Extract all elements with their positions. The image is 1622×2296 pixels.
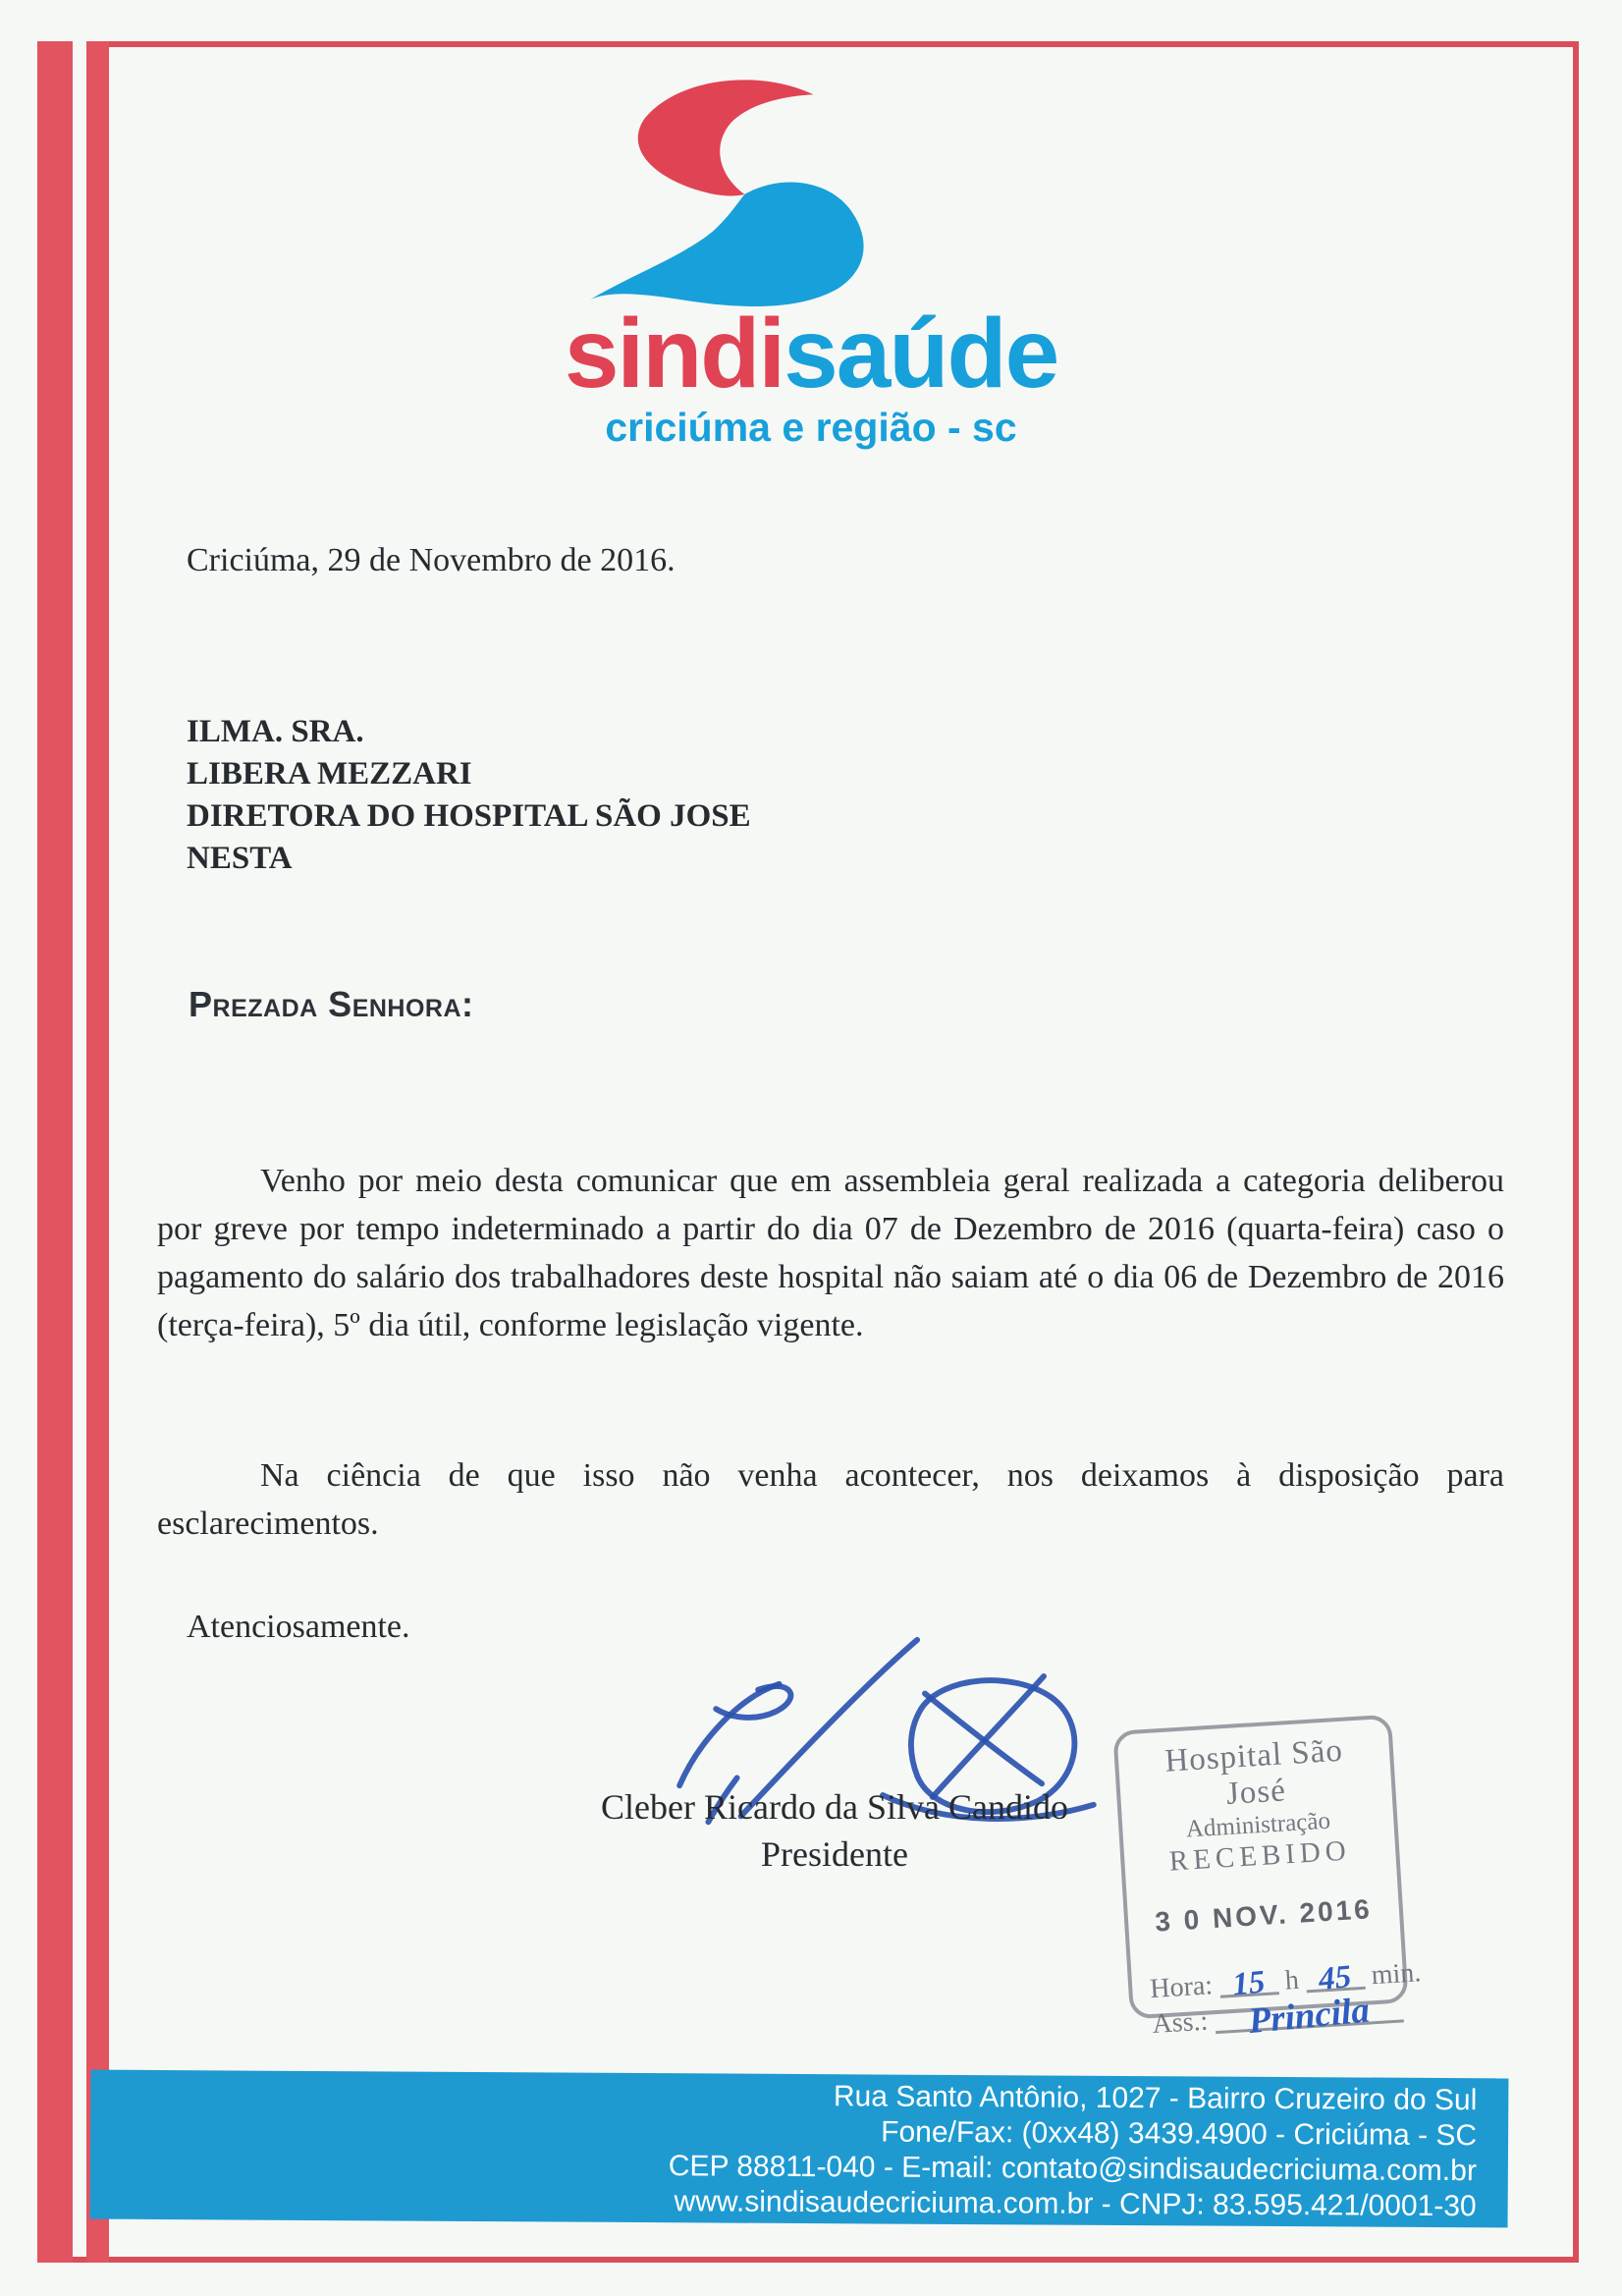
signer-block [461, 1783, 1208, 1878]
sindisaude-logo [0, 75, 1622, 450]
recipient-line-role: DIRETORA DO HOSPITAL SÃO JOSE [187, 798, 751, 834]
footer-line-phone: Fone/Fax: (0xx48) 3439.4900 - Criciúma - SC [881, 2115, 1478, 2153]
stamp-h-label: h [1283, 1964, 1300, 1996]
stamp-hour-handwritten: 15 [1230, 1964, 1268, 2003]
stamp-date: 3 0 NOV. 2016 [1154, 1893, 1374, 1938]
sindisaude-swoosh-icon [573, 75, 912, 310]
recipient-line-nesta: NESTA [187, 841, 293, 876]
stamp-hour-line [1218, 1964, 1278, 2003]
logo-tagline: criciúma e região - sc [605, 405, 1017, 450]
stamp-minute-handwritten: 45 [1317, 1959, 1354, 1998]
stamp-signature-line [1215, 1990, 1404, 2043]
letter-paragraph-1: Venho por meio desta comunicar que em assembleia geral realizada a categoria deliberou por greve por tempo indeterminado a partir do dia 07 de Dezembro de 2016 (quarta-feira) caso o pagamento do salário dos trabalhadores deste hospital não saiam até o dia 06 de Dezembro de 2016 (terça-feira), 5º dia útil, conforme legislação vigente. [157, 1163, 1504, 1343]
salutation: Prezada Senhora: [189, 984, 474, 1024]
stamp-signature-handwritten: Princila [1246, 1990, 1372, 2043]
logo-wordmark [0, 299, 1622, 409]
signer-title: Presidente [761, 1834, 908, 1874]
recipient-line-name: LIBERA MEZZARI [187, 756, 472, 792]
letter-date-line: Criciúma, 29 de Novembro de 2016. [187, 542, 676, 578]
stamp-hospital-name: Hospital São José [1163, 1732, 1344, 1812]
footer-address-bar [90, 2070, 1509, 2228]
footer-line-address: Rua Santo Antônio, 1027 - Bairro Cruzeiro do Sul [833, 2080, 1478, 2117]
letterhead-frame-bottom-line [41, 2257, 1579, 2263]
recipient-block [187, 711, 751, 880]
stamp-ass-label: Ass.: [1151, 2005, 1210, 2041]
stamp-min-label: min. [1370, 1957, 1423, 1992]
footer-line-email: CEP 88811-040 - E-mail: contato@sindisaudecriciuma.com.br [668, 2150, 1477, 2188]
signer-name: Cleber Ricardo da Silva Candido [601, 1787, 1068, 1827]
recipient-line-ilma-sra: ILMA. SRA. [187, 714, 364, 749]
logo-wordmark-saude: saúde [784, 299, 1058, 409]
footer-line-site-cnpj: www.sindisaudecriciuma.com.br - CNPJ: 83.595.421/0001-30 [674, 2185, 1477, 2223]
stamp-recebido-label: RECEBIDO [1168, 1834, 1352, 1878]
logo-wordmark-sindi: sindi [564, 299, 784, 409]
letter-paragraph-2: Na ciência de que isso não venha acontecer, nos deixamos à disposição para esclarecimentos. [157, 1457, 1504, 1542]
stamp-department: Administração [1185, 1807, 1331, 1843]
stamp-minute-line [1305, 1959, 1365, 1998]
letterhead-frame-top-line [108, 41, 1579, 47]
received-stamp [1112, 1715, 1423, 2043]
closing-line: Atenciosamente. [187, 1609, 410, 1645]
stamp-hora-label: Hora: [1149, 1970, 1214, 2005]
